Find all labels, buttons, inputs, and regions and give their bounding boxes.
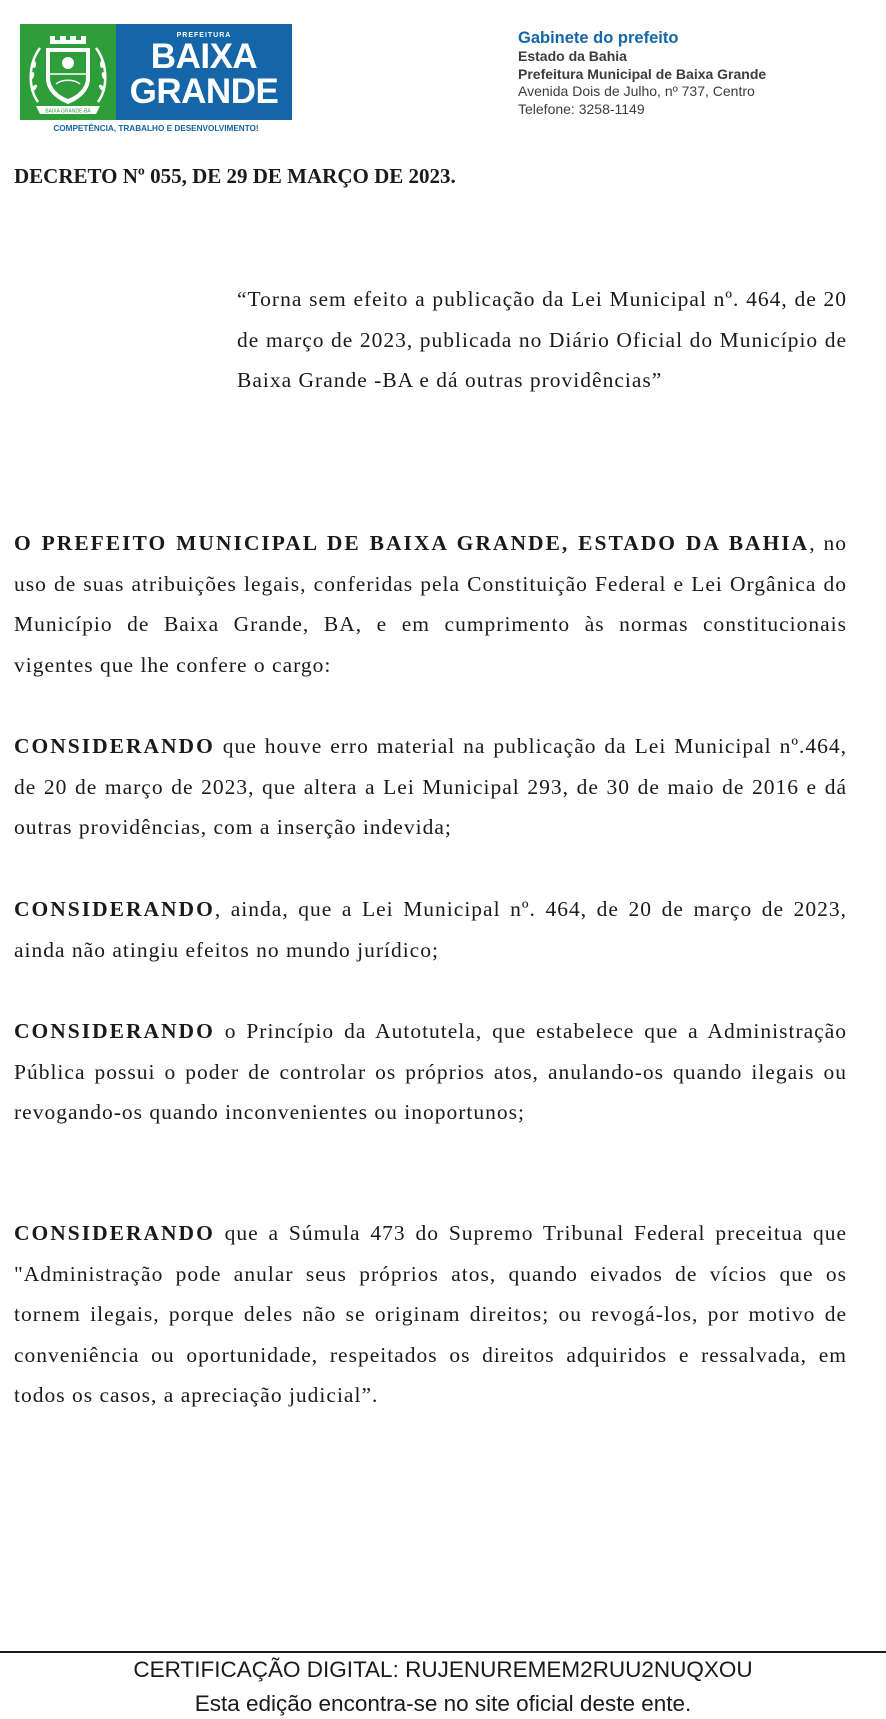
decree-summary: “Torna sem efeito a publicação da Lei Municipal nº. 464, de 20 de março de 2023, publicada no Diário Oficial do Município de Baixa Grande -BA e dá outras providências”: [237, 287, 847, 392]
consideration-keyword: CONSIDERANDO: [14, 734, 215, 758]
crest-icon: [20, 24, 116, 120]
consideration-paragraph: [14, 1011, 847, 1133]
office-state: Estado da Bahia: [518, 48, 627, 64]
office-title: Gabinete do prefeito: [518, 29, 679, 47]
page-header: [0, 0, 886, 150]
office-info: [518, 29, 766, 118]
preamble-bold: O PREFEITO MUNICIPAL DE BAIXA GRANDE, ESTADO DA BAHIA: [14, 531, 810, 555]
footer-divider: [0, 1651, 886, 1653]
consideration-text: que houve erro material na publicação da Lei Municipal nº.464, de 20 de março de 2023, que altera a Lei Municipal 293, de 30 de maio de 2016 e dá outras providências, com a inserção indevida;: [14, 734, 847, 839]
logo-name-line1: BAIXA: [150, 37, 258, 76]
consideration-keyword: CONSIDERANDO: [14, 1019, 215, 1043]
decree-title: DECRETO Nº 055, DE 29 DE MARÇO DE 2023.: [14, 164, 456, 188]
consideration-keyword: CONSIDERANDO: [14, 1221, 215, 1245]
official-site-notice: Esta edição encontra-se no site oficial deste ente.: [194, 1691, 692, 1716]
consideration-paragraph: [14, 1213, 847, 1416]
office-phone: Telefone: 3258-1149: [518, 100, 645, 117]
preamble-text: , no uso de suas atribuições legais, conferidas pela Constituição Federal e Lei Orgânica do Município de Baixa Grande, BA, e em cumprimento às normas constitucionais vigentes que lhe confere o cargo:: [14, 531, 848, 677]
digital-certification: CERTIFICAÇÃO DIGITAL: RUJENUREMEM2RUU2NUQXOU: [133, 1657, 753, 1682]
consideration-text: , ainda, que a Lei Municipal nº. 464, de 20 de março de 2023, ainda não atingiu efeitos no mundo jurídico;: [14, 897, 847, 962]
office-address: Avenida Dois de Julho, nº 737, Centro: [518, 83, 755, 99]
consideration-text: que a Súmula 473 do Supremo Tribunal Federal preceitua que "Administração pode anular seus próprios atos, quando eivados de vícios que os tornem ilegais, porque deles não se originam direitos; ou revogá-los, por motivo de conveniência ou oportunidade, respeitados os direitos adquiridos e ressalvada, em todos os casos, a apreciação judicial”.: [14, 1221, 847, 1407]
logo-name-line2: GRANDE: [129, 72, 279, 111]
prefecture-logo: [20, 24, 292, 120]
office-prefecture: Prefeitura Municipal de Baixa Grande: [518, 65, 767, 82]
consideration-text: o Princípio da Autotutela, que estabelece que a Administração Pública possui o poder de controlar os próprios atos, anulando-os quando ilegais ou revogando-os quando inconvenientes ou inoportunos;: [14, 1019, 847, 1124]
preamble-paragraph: [14, 523, 847, 685]
crest-ribbon-text: BAIXA GRANDE-BA: [45, 108, 91, 115]
consideration-paragraph: [14, 889, 847, 970]
logo-prefeitura-label: PREFEITURA: [176, 32, 232, 39]
logo-wordmark: [116, 24, 292, 120]
logo-tagline: COMPETÊNCIA, TRABALHO E DESENVOLVIMENTO!: [53, 124, 259, 133]
consideration-keyword: CONSIDERANDO: [14, 897, 215, 921]
consideration-paragraph: [14, 726, 847, 848]
